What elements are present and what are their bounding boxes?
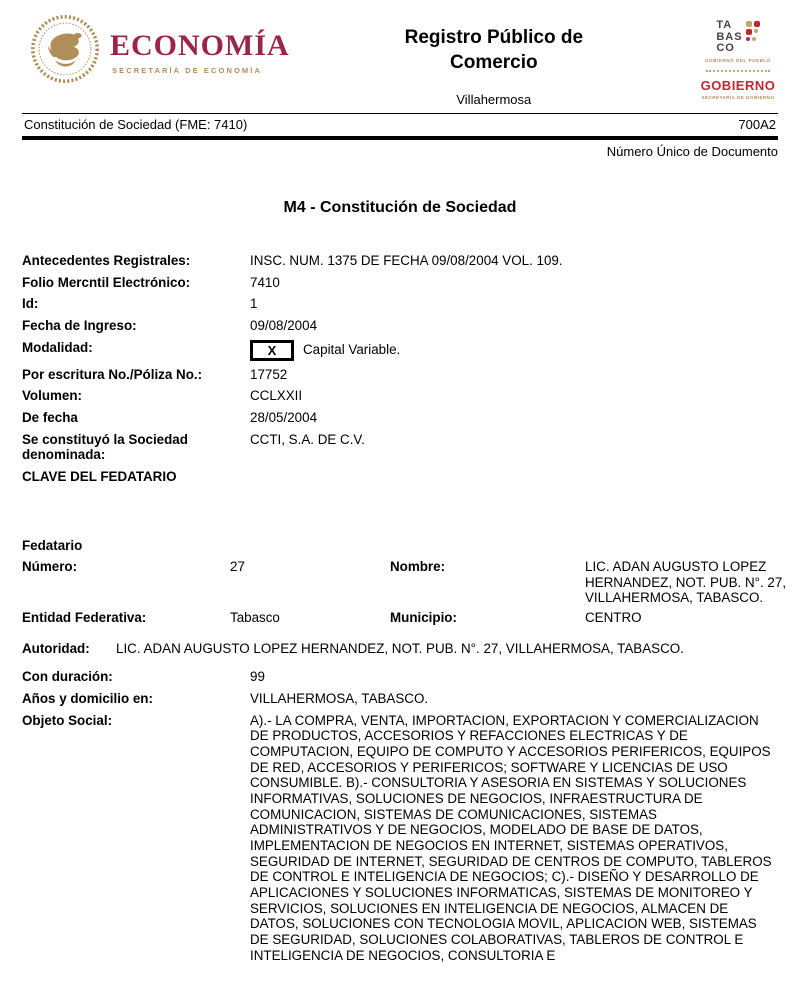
fedatario-section — [22, 538, 787, 626]
field-row-modalidad — [22, 340, 778, 361]
field-label-modalidad: Modalidad: — [22, 339, 93, 355]
field-value-sociedad: CCTI, S.A. DE C.V. — [250, 431, 365, 447]
field-value-fecha-ingreso: 09/08/2004 — [250, 318, 318, 334]
form-body — [0, 199, 800, 964]
tabasco-logo — [698, 15, 778, 100]
field-row-sociedad — [22, 432, 778, 463]
field-value-nombre: LIC. ADAN AUGUSTO LOPEZ HERNANDEZ, NOT. PUB. N°. 27, VILLAHERMOSA, TABASCO. — [585, 559, 787, 606]
field-value-municipio: CENTRO — [585, 610, 642, 626]
field-row-fecha-ingreso — [22, 318, 778, 334]
field-value-objeto: A).- LA COMPRA, VENTA, IMPORTACION, EXPORTACION Y COMERCIALIZACION DE PRODUCTOS, ACCESORIOS Y REFACCIONES ELECTRICAS Y DE COMPUTACION, EQUIPO DE COMPUTO Y ACCESORIOS PERIFERICOS, EQUIPOS DE RED, ACCESORIOS Y PERIFERICOS; SOFTWARE Y LICENCIAS DE USO CONSUMIBLE. B).- CONSULTORIA Y ASESORIA EN SISTEMAS Y SOLUCIONES INFORMATIVAS, SOLUCIONES DE NEGOCIOS, INFRAESTRUCTURA DE COMUNICACION, SISTEMAS DE COMUNICACIONES, SISTEMAS ADMINISTRATIVOS Y DE NEGOCIOS, MODELADO DE BASE DE DATOS, IMPLEMENTACION DE NEGOCIOS EN INTERNET, SISTEMAS OPERATIVOS, SEGURIDAD DE INTERNET, SEGURIDAD DE CENTROS DE COMPUTO, TABLEROS DE CONTROL E INTELIGENCIA DE NEGOCIOS; C).- DISEÑO Y DESARROLLO DE APLICACIONES Y SOLUCIONES INFORMATICAS, SISTEMAS DE MONITOREO Y SERVICIOS, SOLUCIONES EN INTELIGENCIA DE NEGOCIOS, ALMACEN DE DATOS, SOLUCIONES CON TECNOLOGIA MOVIL, APLICACION WEB, SISTEMAS DE SEGURIDAD, SOLUCIONES COLABORATIVAS, TABLEROS DE CONTROL E INTELIGENCIA DE NEGOCIOS, CONSULTORIA E — [250, 712, 772, 963]
subheader — [0, 113, 800, 159]
tabasco-cacao-icons — [746, 20, 760, 41]
clave-fedatario-heading: CLAVE DEL FEDATARIO — [22, 469, 177, 485]
field-label-autoridad: Autoridad: — [22, 640, 90, 656]
field-row-escritura — [22, 367, 778, 383]
form-code: 700A2 — [738, 117, 776, 132]
field-label-id: Id: — [22, 296, 39, 312]
duracion-section — [22, 669, 778, 963]
fedatario-row-numero-nombre — [22, 559, 787, 606]
document-header — [0, 0, 800, 113]
field-label-nombre: Nombre: — [390, 559, 446, 575]
field-value-folio: 7410 — [250, 274, 280, 290]
economia-subtitle: SECRETARÍA DE ECONOMÍA — [112, 66, 262, 75]
field-value-escritura: 17752 — [250, 366, 288, 382]
gobierno-wordmark: GOBIERNO — [700, 77, 776, 93]
header-title-block — [385, 12, 603, 107]
field-row-volumen — [22, 388, 778, 404]
field-row-de-fecha — [22, 410, 778, 426]
field-value-de-fecha: 28/05/2004 — [250, 410, 318, 426]
tabasco-word-2: BAS — [716, 30, 743, 43]
field-row-objeto — [22, 713, 778, 964]
registry-title: Registro Público de Comercio — [404, 27, 584, 73]
field-value-numero: 27 — [230, 559, 245, 575]
registry-office: Villahermosa — [456, 92, 532, 108]
field-label-sociedad: Se constituyó la Sociedad denominada: — [22, 431, 188, 463]
tabasco-divider — [706, 70, 770, 72]
field-label-volumen: Volumen: — [22, 388, 83, 404]
economia-logo — [30, 14, 290, 84]
tabasco-word-3: CO — [716, 42, 735, 55]
field-row-autoridad — [22, 641, 778, 657]
fedatario-heading: Fedatario — [22, 538, 83, 554]
field-row-antecedentes — [22, 253, 778, 269]
field-value-modalidad: Capital Variable. — [303, 342, 401, 358]
field-row-domicilio — [22, 691, 778, 707]
field-value-volumen: CCLXXII — [250, 388, 303, 404]
field-value-id: 1 — [250, 296, 258, 312]
field-label-numero: Número: — [22, 559, 78, 575]
field-label-de-fecha: De fecha — [22, 410, 78, 426]
field-label-antecedentes: Antecedentes Registrales: — [22, 253, 191, 268]
modalidad-checkbox: X — [250, 340, 294, 361]
tabasco-word-1: TA — [716, 19, 733, 31]
tabasco-tagline: GOBIERNO DEL PUEBLO — [704, 57, 772, 63]
field-row-folio — [22, 275, 778, 291]
field-value-entidad: Tabasco — [230, 610, 280, 626]
field-label-escritura: Por escritura No./Póliza No.: — [22, 366, 203, 382]
gobierno-subtitle: SECRETARÍA DE GOBIERNO — [701, 94, 775, 100]
field-row-id — [22, 296, 778, 312]
document-type: Constitución de Sociedad (FME: 7410) — [24, 117, 248, 132]
field-label-domicilio: Años y domicilio en: — [22, 691, 153, 707]
field-label-objeto: Objeto Social: — [22, 712, 113, 728]
field-value-domicilio: VILLAHERMOSA, TABASCO. — [250, 691, 429, 707]
field-label-folio: Folio Mercntil Electrónico: — [22, 274, 191, 290]
field-value-antecedentes: INSC. NUM. 1375 DE FECHA 09/08/2004 VOL. 109. — [250, 253, 563, 268]
form-title: M4 - Constitución de Sociedad — [283, 199, 517, 216]
economia-wordmark: ECONOMÍA — [110, 29, 290, 62]
field-row-duracion — [22, 669, 778, 685]
field-label-fecha-ingreso: Fecha de Ingreso: — [22, 318, 137, 334]
unique-document-number-caption: Número Único de Documento — [606, 144, 778, 159]
fedatario-row-entidad-municipio — [22, 610, 778, 626]
field-value-duracion: 99 — [250, 669, 265, 685]
field-value-autoridad: LIC. ADAN AUGUSTO LOPEZ HERNANDEZ, NOT. PUB. N°. 27, VILLAHERMOSA, TABASCO. — [116, 640, 684, 656]
field-label-entidad: Entidad Federativa: — [22, 610, 147, 626]
field-label-municipio: Municipio: — [390, 610, 457, 626]
field-label-duracion: Con duración: — [22, 669, 113, 685]
mexican-eagle-emblem-icon — [30, 14, 100, 84]
